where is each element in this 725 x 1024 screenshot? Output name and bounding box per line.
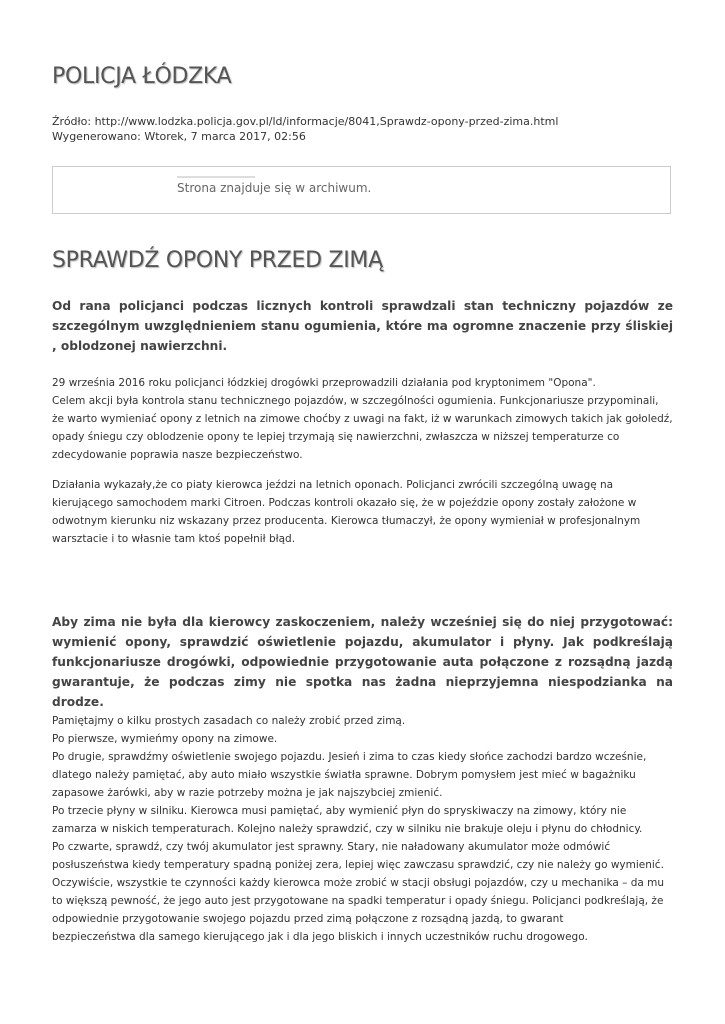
article-lead-2: Aby zima nie była dla kierowcy zaskoczeniem, należy wcześniej się do niej przygotować: wymienić opony, sprawdzić oświetlenie pojazdu, akumulator i płyny. Jak podkreślają funkcjonariusze drogówki, odpowiednie przygotowanie auta połączone z rozsądną jazdą gwarantuje, że podczas zimy nie spotka nas żadna nieprzyjemna niespodzianka na drodze.: [52, 615, 673, 709]
archive-notice-box: [52, 166, 671, 214]
paragraph-line: Oczywiście, wszystkie te czynności każdy kierowca może zrobić w stacji obsługi pojazdów, czy u mechanika – da mu to większą pewność, że jego auto jest przygotowane na spadki temperatur i opady śniegu. Policjanci podkreślają, że odpowiednie przygotowanie swojego pojazdu przed zimą połączone z rozsądną jazdą, to gwarant: [52, 877, 665, 925]
paragraph-line: Po trzecie płyny w silniku. Kierowca musi pamiętać, aby wymienić płyn do spryskiwaczy na zimowy, który nie zamarza w niskich temperaturach. Kolejno należy sprawdzić, czy w silniku nie brakuje oleju i płynu do chłodnicy.: [52, 805, 643, 835]
article-paragraph-1: [52, 374, 673, 464]
article-paragraph-3: [52, 712, 673, 946]
paragraph-line: Po czwarte, sprawdź, czy twój akumulator jest sprawny. Stary, nie naładowany akumulator może odmówić posłuszeństwa kiedy temperatury spadną poniżej zera, lepiej więc zawczasu sprawdzić, czy nie należy go wymienić.: [52, 841, 664, 871]
article-lead: Od rana policjanci podczas licznych kontroli sprawdzali stan techniczny pojazdów ze szczególnym uwzględnieniem stanu ogumienia, które ma ogromne znaczenie przy śliskiej , oblodzonej nawierzchni.: [52, 299, 673, 353]
site-title: POLICJA ŁÓDZKA: [52, 64, 232, 89]
paragraph-line: Po pierwsze, wymieńmy opony na zimowe.: [52, 733, 278, 745]
paragraph-line: Po drugie, sprawdźmy oświetlenie swojego pojazdu. Jesień i zima to czas kiedy słońce zachodzi bardzo wcześnie, dlatego należy pamiętać, aby auto miało wszystkie światła sprawne. Dobrym pomysłem jest mieć w bagażniku zapasowe żarówki, aby w razie potrzeby można je jak najszybciej zmienić.: [52, 751, 647, 799]
document-meta: [52, 114, 558, 144]
article-title: SPRAWDŹ OPONY PRZED ZIMĄ: [52, 248, 383, 273]
article-paragraph-2: [52, 476, 673, 548]
archive-notice: Strona znajduje się w archiwum.: [177, 181, 372, 195]
paragraph-line: Pamiętajmy o kilku prostych zasadach co należy zrobić przed zimą.: [52, 715, 406, 727]
archive-divider: [177, 176, 255, 178]
generated-line: Wygenerowano: Wtorek, 7 marca 2017, 02:56: [52, 130, 306, 143]
paragraph-line: Celem akcji była kontrola stanu technicznego pojazdów, w szczególności ogumienia. Funkcjonariusze przypominali, że warto wymieniać opony z letnich na zimowe choćby z uwagi na fakt, iż w warunkach zimowych takich jak gołoledź, opady śniegu czy oblodzenie opony te lepiej trzymają się nawierzchni, zwłaszcza w niższej temperaturze co zdecydowanie poprawia nasze bezpieczeństwo.: [52, 395, 673, 461]
paragraph-line: Działania wykazały,że co piaty kierowca jeździ na letnich oponach. Policjanci zwrócili szczególną uwagę na kierującego samochodem marki Citroen. Podczas kontroli okazało się, że w pojeździe opony zostały założone w odwotnym kierunku niz wskazany przez producenta. Kierowca tłumaczył, że opony wymieniał w profesjonalnym warsztacie i to własnie tam ktoś popełnił błąd.: [52, 479, 641, 545]
paragraph-line: 29 września 2016 roku policjanci łódzkiej drogówki przeprowadzili działania pod kryptonimem "Opona".: [52, 377, 596, 389]
source-line: Źródło: http://www.lodzka.policja.gov.pl/ld/informacje/8041,Sprawdz-opony-przed-zima.html: [52, 115, 559, 128]
paragraph-line: bezpieczeństwa dla samego kierującego jak i dla jego bliskich i innych uczestników ruchu drogowego.: [52, 931, 588, 943]
